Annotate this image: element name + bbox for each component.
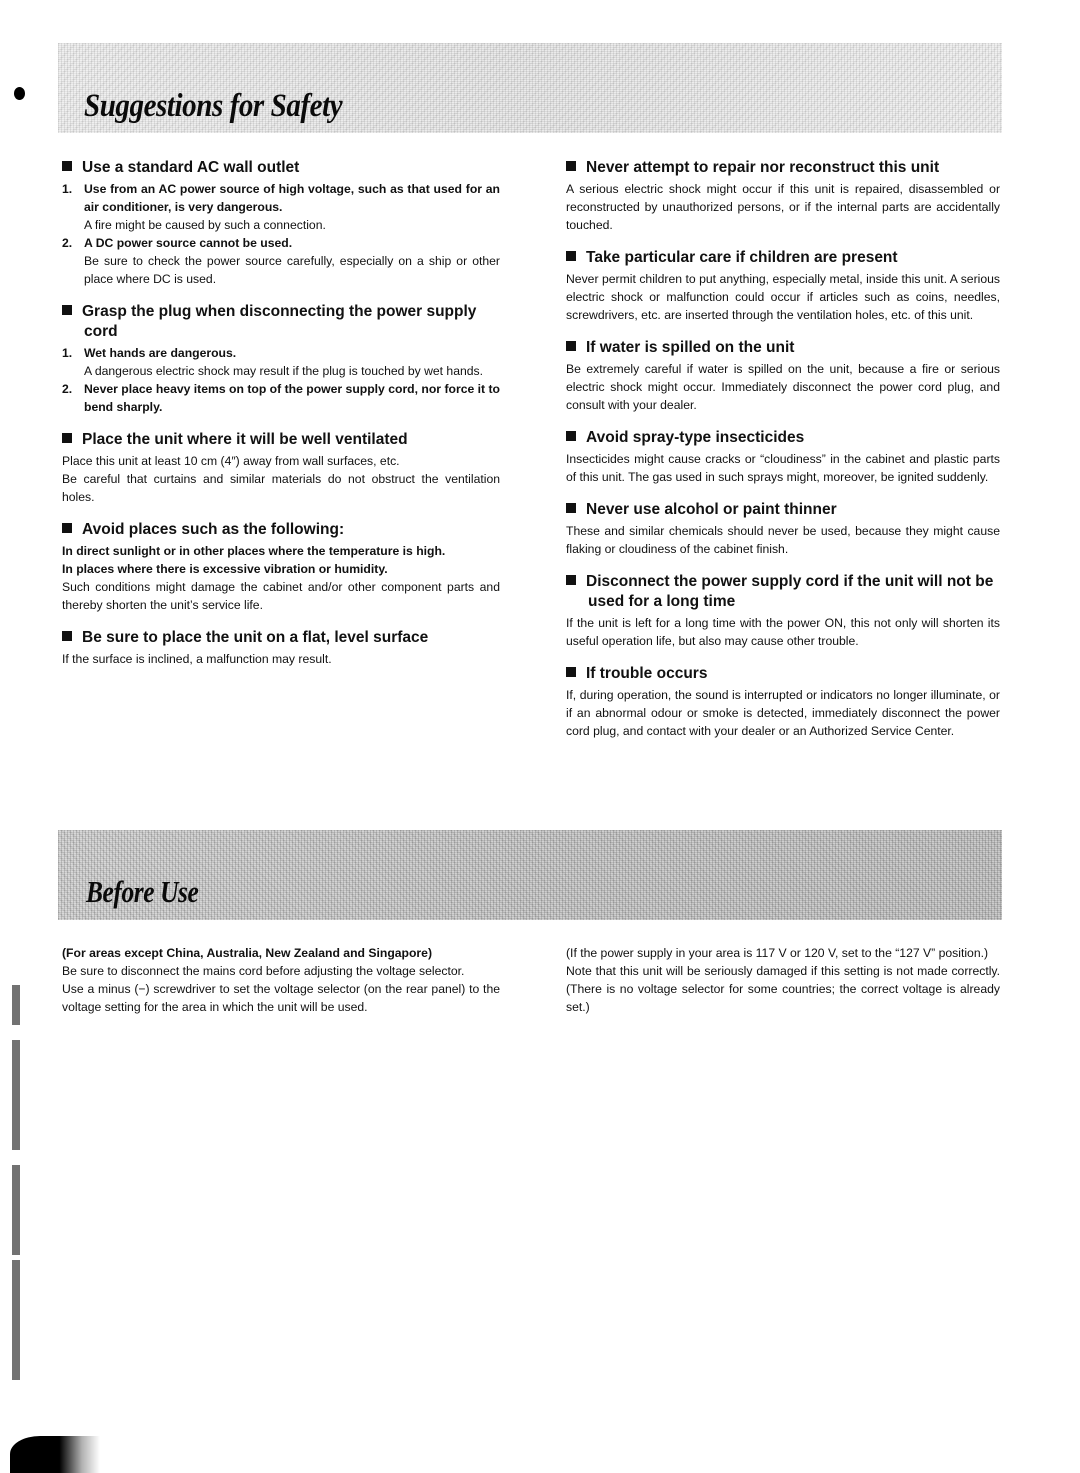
square-bullet-icon bbox=[62, 523, 72, 533]
section-heading: Grasp the plug when disconnecting the power supply cord bbox=[62, 302, 500, 342]
list-item: 1. Wet hands are dangerous. A dangerous electric shock may result if the plug is touched by wet hands. bbox=[62, 346, 484, 378]
square-bullet-icon bbox=[62, 305, 72, 315]
square-bullet-icon bbox=[62, 631, 72, 641]
section-heading: Place the unit where it will be well ventilated bbox=[62, 430, 500, 450]
safety-section: Be sure to place the unit on a flat, level surface If the surface is inclined, a malfunction may result. bbox=[62, 628, 500, 668]
safety-section: Never use alcohol or paint thinner These and similar chemicals should never be used, because they might cause flaking or cloudiness of the cabinet finish. bbox=[566, 501, 1000, 556]
numbered-list bbox=[62, 344, 500, 416]
section-heading: If trouble occurs bbox=[566, 664, 1000, 684]
safety-left-column bbox=[62, 158, 500, 682]
square-bullet-icon bbox=[62, 433, 72, 443]
safety-section: Place the unit where it will be well ventilated Place this unit at least 10 cm (4″) away from wall surfaces, etc. Be careful that curtains and similar materials do not obstruct the ventilation holes. bbox=[62, 431, 500, 504]
safety-section: Avoid spray-type insecticides Insecticides might cause cracks or “cloudiness” in the cabinet and plastic parts of this unit. The gas used in such sprays might, moreover, be ignited suddenly. bbox=[566, 429, 1000, 484]
section-title: Suggestions for Safety bbox=[84, 88, 343, 124]
safety-section bbox=[62, 302, 500, 416]
scan-edge-mark bbox=[12, 1165, 20, 1255]
section-heading: Avoid spray-type insecticides bbox=[566, 428, 1000, 448]
before-use-right-column: (If the power supply in your area is 117 V or 120 V, set to the “127 V” position.) Note that this unit will be seriously damaged if this setting is not made correctly. (There is no voltage selector for some countries; the correct voltage is already set.) bbox=[566, 946, 1000, 1014]
square-bullet-icon bbox=[566, 431, 576, 441]
section-banner-before-use bbox=[58, 830, 1002, 920]
section-heading: Disconnect the power supply cord if the unit will not be used for a long time bbox=[566, 572, 1000, 612]
section-title: Before Use bbox=[86, 874, 199, 909]
scan-speck bbox=[14, 87, 25, 100]
section-heading: If water is spilled on the unit bbox=[566, 338, 1000, 358]
safety-section: If water is spilled on the unit Be extremely careful if water is spilled on the unit, because a fire or serious electric shock might occur. Immediately disconnect the power cord plug, and consult with your dealer. bbox=[566, 339, 1000, 412]
section-heading: Take particular care if children are present bbox=[566, 248, 1000, 268]
safety-section bbox=[62, 158, 500, 288]
region-note: (For areas except China, Australia, New Zealand and Singapore) bbox=[62, 946, 433, 960]
section-heading: Never use alcohol or paint thinner bbox=[566, 500, 1000, 520]
safety-section: Disconnect the power supply cord if the unit will not be used for a long time If the unit is left for a long time with the power ON, this not only will shorten its useful operation life, but also may cause other trouble. bbox=[566, 573, 1000, 648]
numbered-list bbox=[62, 180, 500, 288]
section-heading: Use a standard AC wall outlet bbox=[62, 158, 500, 178]
square-bullet-icon bbox=[566, 341, 576, 351]
square-bullet-icon bbox=[566, 667, 576, 677]
square-bullet-icon bbox=[566, 503, 576, 513]
safety-section: Avoid places such as the following: In direct sunlight or in other places where the temperature is high. In places where there is excessive vibration or humidity. Such conditions might damage the cabinet and/or other component parts and thereby shorten the unit’s service life. bbox=[62, 521, 500, 612]
scan-edge-mark bbox=[12, 985, 20, 1025]
section-heading: Avoid places such as the following: bbox=[62, 520, 500, 540]
section-heading: Never attempt to repair nor reconstruct this unit bbox=[566, 158, 1000, 178]
list-item: 2. A DC power source cannot be used. Be sure to check the power source carefully, especially on a ship or other place where DC is used. bbox=[62, 236, 500, 286]
safety-section: Never attempt to repair nor reconstruct this unit A serious electric shock might occur if this unit is repaired, disassembled or reconstructed by unauthorized persons, or if the internal parts are accidentally touched. bbox=[566, 159, 1000, 232]
section-heading: Be sure to place the unit on a flat, level surface bbox=[62, 628, 500, 648]
section-banner-safety bbox=[58, 43, 1002, 133]
square-bullet-icon bbox=[566, 575, 576, 585]
before-use-left-column: (For areas except China, Australia, New Zealand and Singapore) Be sure to disconnect the mains cord before adjusting the voltage selector. Use a minus (−) screwdriver to set the voltage selector (on the rear panel) to the voltage setting for the area in which the unit will be used. bbox=[62, 946, 500, 1014]
safety-section: Take particular care if children are present Never permit children to put anything, especially metal, inside this unit. A serious electric shock or malfunction could occur if articles such as coins, needles, screwdrivers, etc. are inserted through the ventilation holes, etc. of this unit. bbox=[566, 249, 1000, 322]
square-bullet-icon bbox=[566, 161, 576, 171]
scan-edge-mark bbox=[12, 1260, 20, 1380]
list-item: 2. Never place heavy items on top of the power supply cord, nor force it to bend sharply. bbox=[62, 382, 500, 414]
safety-section: If trouble occurs If, during operation, the sound is interrupted or indicators no longer illuminate, or if an abnormal odour or smoke is detected, immediately disconnect the power cord plug, and contact with your dealer or an Authorized Service Center. bbox=[566, 665, 1000, 738]
safety-right-column bbox=[566, 158, 1000, 754]
scan-edge-mark bbox=[12, 1040, 20, 1150]
square-bullet-icon bbox=[62, 161, 72, 171]
list-item: 1. Use from an AC power source of high voltage, such as that used for an air conditioner, is very dangerous. A fire might be caused by such a connection. bbox=[62, 182, 500, 232]
square-bullet-icon bbox=[566, 251, 576, 261]
scan-corner-mark bbox=[10, 1436, 100, 1473]
